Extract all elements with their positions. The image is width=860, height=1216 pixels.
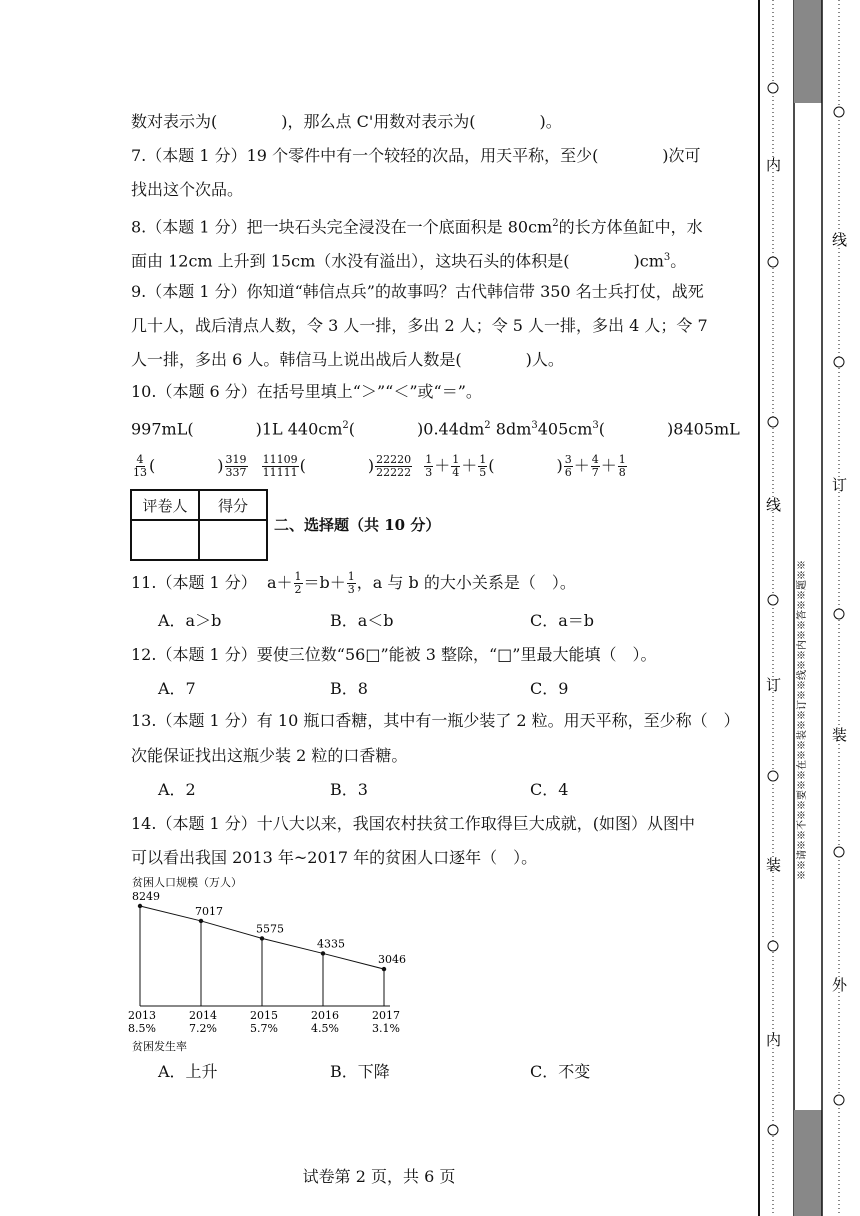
binding-circle bbox=[768, 1125, 778, 1135]
question-9-line-3: 人一排，多出 6 人。韩信马上说出战后人数是( )人。 bbox=[131, 350, 564, 369]
binding-circle bbox=[834, 1095, 844, 1105]
question-9-line-2: 几十人，战后清点人数，令 3 人一排，多出 2 人；令 5 人一排，多出 4 人；令 7 bbox=[131, 316, 708, 335]
chart-rate-label: 4.5% bbox=[311, 1022, 339, 1035]
q14-option-b[interactable]: B．下降 bbox=[330, 1062, 390, 1081]
chart-x-tick-label: 2016 bbox=[311, 1009, 339, 1022]
chart-x-tick-label: 2017 bbox=[372, 1009, 400, 1022]
chart-ylabel: 贫困人口规模（万人） bbox=[132, 876, 242, 889]
score-table bbox=[130, 489, 268, 561]
question-14-line-2: 可以看出我国 2013 年~2017 年的贫困人口逐年（ ）。 bbox=[131, 848, 538, 867]
binding-circle bbox=[834, 847, 844, 857]
binding-inner-char: 内 bbox=[766, 156, 782, 174]
binding-circle bbox=[768, 83, 778, 93]
chart-rate-label: 8.5% bbox=[128, 1022, 156, 1035]
question-13-line-1: 13.（本题 1 分）有 10 瓶口香糖，其中有一瓶少装了 2 粒。用天平称，至少称（ ） bbox=[131, 711, 740, 730]
chart-point bbox=[138, 904, 142, 908]
q12-option-b[interactable]: B．8 bbox=[330, 679, 368, 698]
chart-value-label: 7017 bbox=[195, 904, 223, 918]
score-label: 得分 bbox=[199, 490, 267, 520]
binding-inner-char: 装 bbox=[766, 856, 782, 874]
chart-x-tick-label: 2015 bbox=[250, 1009, 278, 1022]
chart-rate-label: 7.2% bbox=[189, 1022, 217, 1035]
q11-option-c[interactable]: C．a＝b bbox=[530, 611, 595, 630]
score-cell[interactable] bbox=[199, 520, 267, 560]
binding-circle bbox=[768, 595, 778, 605]
question-8-line-1: 8.（本题 1 分）把一块石头完全浸没在一个底面积是 $80cm^2$的长方体鱼缸中，水 bbox=[131, 217, 703, 237]
binding-outer-char: 外 bbox=[832, 976, 848, 994]
question-9-line-1: 9.（本题 1 分）你知道“韩信点兵”的故事吗？古代韩信带 350 名士兵打仗，战死 bbox=[131, 282, 704, 301]
chart-point bbox=[382, 967, 386, 971]
binding-circle bbox=[768, 417, 778, 427]
q13-option-c[interactable]: C．4 bbox=[530, 780, 569, 799]
q14-option-c[interactable]: C．不变 bbox=[530, 1062, 591, 1081]
binding-notice: ※※请※※不※※要※※在※※装※※订※※线※※内※※答※※题※※ bbox=[797, 560, 808, 880]
question-10-row-1: 997mL( )1L $440cm^2$( )$0.44dm^2$ $8dm^3405cm^3$( )8405mL bbox=[131, 419, 740, 439]
binding-inner-char: 线 bbox=[766, 496, 782, 514]
binding-circle bbox=[834, 107, 844, 117]
binding-circle bbox=[768, 257, 778, 267]
chart-value-label: 4335 bbox=[317, 937, 345, 951]
binding-inner-char: 内 bbox=[766, 1031, 782, 1049]
chart-value-label: 5575 bbox=[256, 922, 284, 936]
grader-cell[interactable] bbox=[131, 520, 199, 560]
binding-circle bbox=[834, 357, 844, 367]
binding-circle bbox=[768, 771, 778, 781]
binding-outer-char: 装 bbox=[832, 726, 848, 744]
q11-option-a[interactable]: A．a＞b bbox=[158, 611, 222, 630]
chart-rate-label: 5.7% bbox=[250, 1022, 278, 1035]
question-7-line-1: 7.（本题 1 分）19 个零件中有一个较轻的次品，用天平称，至少( )次可 bbox=[131, 146, 701, 165]
grader-label: 评卷人 bbox=[131, 490, 199, 520]
chart-value-label: 3046 bbox=[378, 953, 406, 967]
q12-option-a[interactable]: A．7 bbox=[158, 679, 196, 698]
q12-option-c[interactable]: C．9 bbox=[530, 679, 569, 698]
question-14-line-1: 14.（本题 1 分）十八大以来，我国农村扶贫工作取得巨大成就，(如图）从图中 bbox=[131, 814, 696, 833]
question-8-line-2: 面由 12cm 上升到 15cm（水没有溢出），这块石头的体积是( )$cm^3$。 bbox=[131, 251, 687, 271]
binding-margin bbox=[758, 0, 860, 1216]
question-10-row-2: $\frac{4}{13}$ ( ) $\frac{319}{337}$ $\frac{11109}{11111}$ ( ) $\frac{22220}{22222}$ $\frac{1}{3}$ ＋ $\frac{1}{4}$ ＋ $\frac{1}{5}$ ( ) $\frac{3}{6}$ ＋ $\frac{4}{7}$ ＋ $\frac{1}{8}$ bbox=[133, 453, 626, 479]
chart-xlabel: 贫困发生率 bbox=[132, 1040, 187, 1053]
binding-inner-char: 订 bbox=[766, 676, 782, 694]
chart-point bbox=[260, 936, 264, 940]
chart-point bbox=[321, 951, 325, 955]
page-footer: 试卷第 2 页，共 6 页 bbox=[302, 1167, 456, 1186]
question-7-line-2: 找出这个次品。 bbox=[131, 180, 244, 199]
chart-rate-label: 3.1% bbox=[372, 1022, 400, 1035]
question-11-line: 11.（本题 1 分） a＋ $\frac{1}{2}$ ＝b＋ $\frac{1}{3}$ ，a 与 b 的大小关系是（ ）。 bbox=[131, 570, 576, 596]
q13-option-a[interactable]: A．2 bbox=[158, 780, 196, 799]
q14-option-a[interactable]: A．上升 bbox=[158, 1062, 218, 1081]
q11-option-b[interactable]: B．a＜b bbox=[330, 611, 394, 630]
binding-outer-char: 订 bbox=[832, 476, 848, 494]
binding-outer-char: 线 bbox=[832, 231, 848, 249]
chart-point bbox=[199, 919, 203, 923]
chart-x-tick-label: 2014 bbox=[189, 1009, 217, 1022]
binding-circle bbox=[768, 941, 778, 951]
q13-option-b[interactable]: B．3 bbox=[330, 780, 368, 799]
text-line-1: 数对表示为( )，那么点 C'用数对表示为( )。 bbox=[131, 112, 562, 131]
chart-x-tick-label: 2013 bbox=[128, 1009, 156, 1022]
question-10-line: 10.（本题 6 分）在括号里填上“＞”“＜”或“＝”。 bbox=[131, 382, 482, 401]
section-title: 二、选择题（共 10 分） bbox=[274, 516, 441, 534]
binding-circle bbox=[834, 609, 844, 619]
poverty-chart bbox=[120, 870, 410, 1055]
question-13-line-2: 次能保证找出这瓶少装 2 粒的口香糖。 bbox=[131, 746, 408, 765]
question-12-line: 12.（本题 1 分）要使三位数“56□”能被 3 整除，“□”里最大能填（ ）。 bbox=[131, 645, 657, 664]
chart-value-label: 8249 bbox=[132, 890, 160, 903]
